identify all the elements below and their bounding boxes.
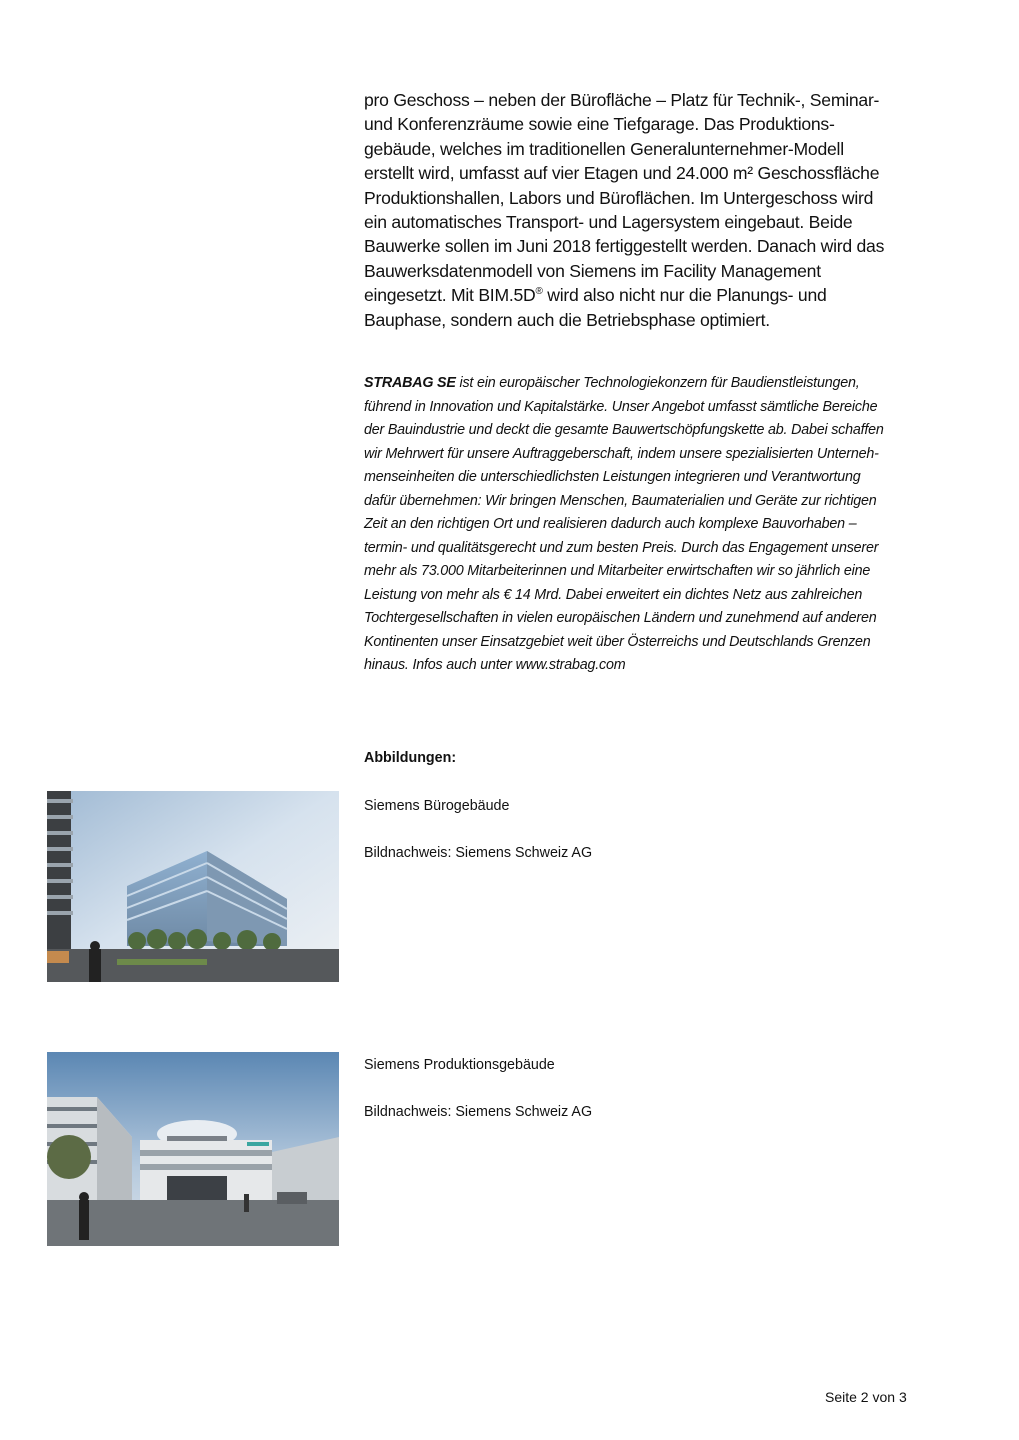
page-number: Seite 2 von 3 xyxy=(825,1389,907,1405)
body-paragraph xyxy=(364,88,954,332)
text-fragment: wird also nicht nur die Planungs- und xyxy=(542,285,827,306)
text-line: und Konferenzräume sowie eine Tiefgarage. Das Produktions- xyxy=(364,114,835,135)
text-line: Bauphase, sondern auch die Betriebsphase optimiert. xyxy=(364,309,770,330)
text-fragment: ist ein europäischer Technologiekonzern für Baudienstleistungen, xyxy=(455,375,860,391)
text-line: dafür übernehmen: Wir bringen Menschen, Baumaterialien und Geräte zur richtigen xyxy=(364,492,877,509)
text-line: erstellt wird, umfasst auf vier Etagen und 24.000 m² Geschossfläche xyxy=(364,163,880,184)
text-line: hinaus. Infos auch unter www.strabag.com xyxy=(364,657,626,673)
text-line: gebäude, welches im traditionellen Generalunternehmer-Modell xyxy=(364,138,844,159)
text-line: Bauwerksdatenmodell von Siemens im Facility Management xyxy=(364,260,821,281)
text-line: Tochtergesellschaften in vielen europäischen Ländern und zunehmend auf anderen xyxy=(364,610,877,626)
text-line: Produktionshallen, Labors und Büroflächen. Im Untergeschoss wird xyxy=(364,187,874,208)
text-line: Zeit an den richtigen Ort und realisieren dadurch auch komplexe Bauvorhaben – xyxy=(364,516,857,532)
text-fragment: eingesetzt. Mit BIM.5D xyxy=(364,285,536,306)
figure-1-title: Siemens Bürogebäude xyxy=(364,798,510,814)
production-building-image xyxy=(47,1052,339,1246)
text-line: pro Geschoss – neben der Bürofläche – Platz für Technik-, Seminar- xyxy=(364,90,880,110)
text-line: führend in Innovation und Kapitalstärke. Unser Angebot umfasst sämtliche Bereiche xyxy=(364,398,878,415)
text-line: Bauwerke sollen im Juni 2018 fertiggestellt werden. Danach wird das xyxy=(364,236,885,257)
production-building-illustration xyxy=(47,1052,339,1246)
text-line: menseinheiten die unterschiedlichsten Leistungen integrieren und Verantwortung xyxy=(364,469,861,485)
figure-2-title: Siemens Produktionsgebäude xyxy=(364,1057,555,1073)
text-line xyxy=(364,372,964,396)
text-line xyxy=(364,283,954,307)
registered-mark: ® xyxy=(535,286,543,298)
figure-1-credit: Bildnachweis: Siemens Schweiz AG xyxy=(364,845,593,861)
text-line: ein automatisches Transport- und Lagersystem eingebaut. Beide xyxy=(364,212,853,233)
figures-heading: Abbildungen: xyxy=(364,750,457,766)
text-line: mehr als 73.000 Mitarbeiterinnen und Mitarbeiter erwirtschaften wir so jährlich eine xyxy=(364,563,871,579)
office-building-image xyxy=(47,791,339,982)
text-line: Kontinenten unser Einsatzgebiet weit über Österreichs und Deutschlands Grenzen xyxy=(364,633,871,650)
text-line: der Bauindustrie und deckt die gesamte Bauwertschöpfungskette ab. Dabei schaffen xyxy=(364,422,884,438)
office-building-illustration xyxy=(47,791,339,982)
text-line: wir Mehrwert für unsere Auftraggeberschaft, indem unsere spezialisierten Unterneh- xyxy=(364,445,879,462)
figure-2-credit: Bildnachweis: Siemens Schweiz AG xyxy=(364,1104,593,1120)
company-boilerplate xyxy=(364,372,964,678)
company-name: STRABAG SE xyxy=(364,375,456,391)
text-line: termin- und qualitätsgerecht und zum besten Preis. Durch das Engagement unserer xyxy=(364,539,879,556)
text-line: Leistung von mehr als € 14 Mrd. Dabei erweitert ein dichtes Netz aus zahlreichen xyxy=(364,586,863,603)
